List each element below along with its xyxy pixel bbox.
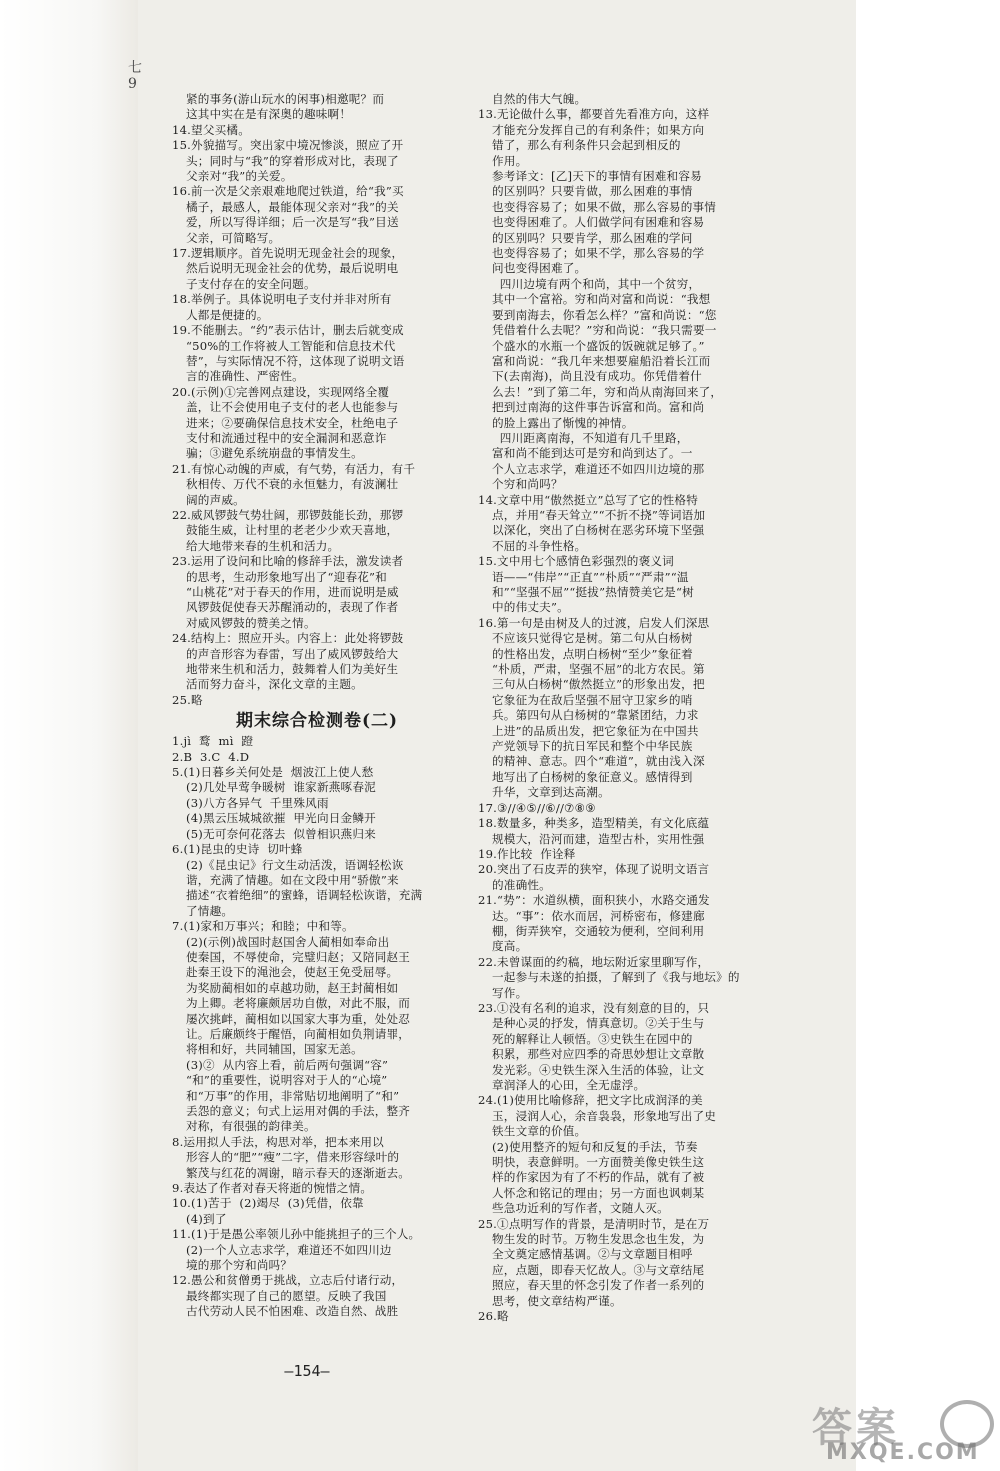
watermark-logo-text: 答案 bbox=[812, 1405, 900, 1451]
answer-line: 为奖励蔺相如的卓越功勋，赵王封蔺相如 bbox=[186, 980, 399, 995]
answer-line: 最终都实现了自己的愿望。反映了我国 bbox=[186, 1288, 387, 1303]
answer-line: 22.威风锣鼓气势壮阔，那锣鼓能长劲，那锣 bbox=[172, 507, 404, 522]
answer-line: 17.③//④⑤//⑥//⑦⑧⑨ bbox=[478, 800, 596, 815]
answer-line: 子支付存在的安全问题。 bbox=[186, 276, 316, 291]
answer-line: 11.(1)于是愚公率领儿孙中能挑担子的三个人。 bbox=[172, 1227, 421, 1242]
answer-line: 12.愚公和贫僧勇于挑战，立志后付诸行动， bbox=[172, 1273, 404, 1288]
answer-line: 22.未曾谋面的约稿，地坛附近家里聊写作， bbox=[478, 954, 710, 969]
answer-line: 应，点题，即春天忆故人。③与文章结尾 bbox=[492, 1262, 705, 1277]
answer-line: 20.突出了石皮弄的狭窄，体现了说明文语言 bbox=[478, 862, 710, 877]
scan-left-margin bbox=[0, 0, 138, 1471]
answer-line: 上进”的品质出发，把它象征为在中国共 bbox=[492, 723, 699, 738]
answer-line: 24.(1)使用比喻修辞，把文字比成润泽的美 bbox=[478, 1093, 703, 1108]
answer-line: 的声音形容为春雷，写出了威风锣鼓给大 bbox=[186, 646, 399, 661]
answer-line: (2)使用整齐的短句和反复的手法，节奏 bbox=[492, 1139, 698, 1154]
scan-right-margin bbox=[856, 0, 1000, 1471]
answer-line: (5)无可奈何花落去 似曾相识燕归来 bbox=[186, 826, 376, 841]
answer-line: 将相和好，共同辅国，国家无恙。 bbox=[186, 1042, 363, 1057]
answer-line: 问也变得困难了。 bbox=[492, 261, 587, 276]
answer-line: 父亲，可简略写。 bbox=[186, 230, 281, 245]
answer-line: 和“万事”的作用，非常贴切地阐明了“和” bbox=[186, 1088, 400, 1103]
answer-line: 也变得容易了；如果不做，那么容易的事情 bbox=[492, 199, 717, 214]
answer-line: 地带来生机和活力，鼓舞着人们为美好生 bbox=[186, 662, 399, 677]
answer-line: 紧的事务(游山玩水的闲事)相邀呢？而 bbox=[186, 92, 385, 106]
answer-line: 死的解释让人顿悟。③史铁生在园中的 bbox=[492, 1031, 693, 1046]
answer-line: 屡次挑衅，蔺相如以国家大事为重，处处忍 bbox=[186, 1011, 411, 1026]
answer-line: “50%的工作将被人工智能和信息技术代 bbox=[186, 338, 396, 353]
answer-line: “朴质，严肃，坚强不屈”的北方农民。第 bbox=[492, 662, 705, 677]
answer-line: 产党领导下的抗日军民和整个中华民族 bbox=[492, 739, 693, 754]
answer-line: 物生发的时节。万物生发思念也生发，为 bbox=[492, 1232, 705, 1247]
answer-line: 的脸上露出了惭愧的神情。 bbox=[492, 415, 634, 430]
answer-line: 14.文章中用“傲然挺立”总写了它的性格特 bbox=[478, 492, 698, 507]
watermark-url: MXQE.COM bbox=[826, 1440, 980, 1465]
site-watermark bbox=[800, 1396, 996, 1466]
answer-line: 繁茂与红花的凋谢，暗示春天的逐渐逝去。 bbox=[186, 1165, 411, 1180]
answer-line: 些急功近利的写作者，文随人灭。 bbox=[492, 1201, 669, 1216]
edge-marks bbox=[128, 60, 142, 92]
answer-line: 21.有惊心动魄的声威，有气势，有活力，有千 bbox=[172, 461, 416, 476]
section-title: 期末综合检测卷(二) bbox=[235, 711, 399, 732]
answer-line: 要到南海去，你看怎么样？”富和尚说：“您 bbox=[492, 307, 717, 322]
answer-line: 鼓能生威，让村里的老老少少欢天喜地， bbox=[186, 523, 399, 538]
answer-line: 父亲对“我”的关爱。 bbox=[186, 169, 293, 184]
answer-line: 替”，与实际情况不符，这体现了说明文语 bbox=[186, 353, 405, 368]
answer-line: 支付和流通过程中的安全漏洞和恶意诈 bbox=[186, 430, 387, 445]
answer-line: 四川边境有两个和尚，其中一个贫穷， bbox=[492, 276, 701, 291]
answer-line: 铁生文章的价值。 bbox=[492, 1124, 587, 1139]
answer-line: 写作。 bbox=[492, 985, 528, 1000]
answer-line: 活而努力奋斗，深化文章的主题。 bbox=[186, 677, 363, 692]
answer-line: (4)黑云压城城欲摧 甲光向日金鳞开 bbox=[186, 811, 376, 826]
answer-line: 度高。 bbox=[492, 939, 528, 954]
answer-line: 的区别吗？只要肯学，那么困难的学问 bbox=[492, 230, 693, 245]
answer-line: 照应，春天里的怀念引发了作者一系列的 bbox=[492, 1278, 705, 1293]
answer-line: (2)《昆虫记》行文生动活泼，语调轻松诙 bbox=[186, 857, 404, 872]
answer-line: (3)② 从内容上看，前后两句强调“容” bbox=[186, 1057, 389, 1072]
answer-line: 了情趣。 bbox=[186, 903, 234, 918]
answer-line: 中的伟丈夫”。 bbox=[492, 600, 569, 615]
answer-line: 人都是便捷的。 bbox=[186, 307, 269, 322]
answer-line: 9.表达了作者对春天将逝的惋惜之情。 bbox=[172, 1181, 373, 1196]
answer-line: 言的准确性、严密性。 bbox=[186, 369, 304, 384]
answer-line: 26.略 bbox=[478, 1309, 509, 1324]
answer-line: 个盛水的水瓶一个盛饭的饭碗就足够了。” bbox=[492, 338, 705, 353]
answer-line: 14.望父买橘。 bbox=[172, 122, 251, 137]
answer-line: 是种心灵的抒发，情真意切。②关于生与 bbox=[492, 1016, 705, 1031]
answer-line: 全文奠定感情基调。②与文章题目相呼 bbox=[492, 1247, 693, 1262]
answer-line: “山桃花”对于春天的作用，进而说明是威 bbox=[186, 585, 399, 599]
answer-line: 6.(1)昆虫的史诗 切叶蜂 bbox=[172, 842, 303, 857]
answer-line: (2)一个人立志求学，难道还不如四川边 bbox=[186, 1242, 392, 1257]
answer-line: 15.外貌描写。突出家中境况惨淡，照应了开 bbox=[172, 138, 404, 153]
answer-line: 25.略 bbox=[172, 692, 203, 707]
answer-line: 23.运用了设问和比喻的修辞手法，激发读者 bbox=[172, 554, 404, 569]
answer-line: 谐，充满了情趣。如在文段中用“骄傲”来 bbox=[186, 872, 399, 887]
answer-line: 自然的伟大气魄。 bbox=[492, 92, 587, 106]
answer-line: 对称，有很强的韵律美。 bbox=[186, 1119, 316, 1134]
answer-line: 也变得容易了；如果不学，那么容易的学 bbox=[492, 246, 705, 261]
answer-line: 它象征为在敌后坚强不屈守卫家乡的哨 bbox=[492, 692, 693, 707]
answer-line: 参考译文：[乙]天下的事情有困难和容易 bbox=[492, 169, 702, 184]
answer-line: 兵。第四句从白杨树的“靠紧团结，力求 bbox=[492, 708, 699, 723]
answer-line: 19.作比较 作诠释 bbox=[478, 846, 576, 861]
answer-line: 15.文中用七个感情色彩强烈的褒义词 bbox=[478, 554, 674, 569]
answer-line: 点，并用“春天耸立”“不折不挠”等词语加 bbox=[492, 507, 706, 522]
answer-line: (3)八方各异气 千里殊风雨 bbox=[186, 795, 329, 810]
answer-line: 四川距离南海，不知道有几千里路， bbox=[492, 430, 689, 445]
answer-line: 规模大，沿河而建，造型古朴，实用性强 bbox=[492, 831, 705, 846]
answer-line: 以深化，突出了白杨树在恶劣环境下坚强 bbox=[492, 523, 705, 538]
answer-line: 的区别吗？只要肯做，那么困难的事情 bbox=[492, 184, 693, 199]
answer-line: 古代劳动人民不怕困难、改造自然、战胜 bbox=[186, 1304, 399, 1319]
answer-line: 和”“坚强不屈”“挺拔”热情赞美它是“树 bbox=[492, 585, 694, 599]
answer-line: 章润泽人的心田，全无虚浮。 bbox=[492, 1078, 646, 1092]
answer-line: 8.运用拟人手法，构思对举，把本来用以 bbox=[172, 1134, 384, 1149]
answer-line: 富和尚不能到达可是穷和尚到达了。一 bbox=[492, 446, 693, 461]
answer-line: 25.①点明写作的背景，是清明时节，是在万 bbox=[478, 1216, 710, 1231]
answer-line: 明快，表意鲜明。一方面赞美像史铁生这 bbox=[492, 1155, 705, 1170]
page-number: —154— bbox=[284, 1362, 330, 1380]
answer-line: (2)(示例)战国时赵国舍人蔺相如奉命出 bbox=[186, 934, 390, 949]
answer-line: 棚，街弄狭窄，交通较为便利，空间利用 bbox=[492, 923, 705, 938]
answer-line: 个穷和尚吗？ bbox=[492, 477, 563, 492]
answer-line: 然后说明无现金社会的优势，最后说明电 bbox=[186, 261, 399, 276]
answer-line: 盖，让不会使用电子支付的老人也能参与 bbox=[186, 400, 399, 415]
answer-line: 为上卿。老将廉颇居功自傲，对此不服，而 bbox=[186, 996, 411, 1011]
answer-line: 的性格出发，点明白杨树“至少”象征着 bbox=[492, 646, 693, 661]
answer-line: 21.“势”：水道纵横，面积狭小，水路交通发 bbox=[478, 893, 710, 908]
answer-line: 下(去南海)，尚且没有成功。你凭借着什 bbox=[492, 369, 702, 384]
answer-line: 语——“伟岸”“正直”“朴质”“严肃”“温 bbox=[492, 569, 689, 584]
answer-line: 描述“衣着绝细”的蜜蜂，语调轻松诙谐，充满 bbox=[186, 888, 423, 903]
answer-line: 不应该只觉得它是树。第二句从白杨树 bbox=[492, 631, 693, 646]
answer-line: 23.①没有名利的追求，没有刻意的目的，只 bbox=[478, 1000, 710, 1015]
answer-line: 头；同时与“我”的穿着形成对比，表现了 bbox=[186, 153, 399, 168]
answer-line: 5.(1)日暮乡关何处是 烟波江上使人愁 bbox=[172, 765, 374, 780]
answer-line: 使秦国，不辱使命，完璧归赵；又陪同赵王 bbox=[186, 949, 411, 964]
answer-line: 16.前一次是父亲艰难地爬过铁道，给“我”买 bbox=[172, 184, 404, 199]
answer-line: 16.第一句是由树及人的过渡，启发人们深思 bbox=[478, 615, 710, 630]
answer-line: 错了，那么有利条件只会起到相反的 bbox=[492, 138, 681, 153]
answer-line: 10.(1)苦于 (2)竭尽 (3)凭借，依靠 bbox=[172, 1196, 364, 1211]
answer-line: 发光彩。④史铁生深入生活的体验，让文 bbox=[492, 1062, 705, 1077]
answer-line: 凭借着什么去呢？”穷和尚说：“我只需要一 bbox=[492, 323, 717, 338]
answer-line: 作用。 bbox=[492, 153, 528, 168]
answer-line: 样的作家因为有了不朽的作品，就有了被 bbox=[492, 1170, 705, 1185]
answer-line: 富和尚说：“我几年来想要雇船沿着长江而 bbox=[492, 353, 711, 368]
answer-line: 17.逻辑顺序。首先说明无现金社会的现象， bbox=[172, 246, 404, 261]
answer-line: 1.jì 鹜 mì 蹬 bbox=[172, 734, 254, 749]
answer-line: 也变得困难了。人们做学问有困难和容易 bbox=[492, 215, 705, 230]
answer-line: 的思考，生动形象地写出了“迎春花”和 bbox=[186, 569, 387, 584]
answer-line: 丢怨的意义；句式上运用对偶的手法，整齐 bbox=[186, 1104, 411, 1118]
answer-line: 其中一个富裕。穷和尚对富和尚说：“我想 bbox=[492, 292, 711, 307]
answer-line: 19.不能删去。“约”表示估计，删去后就变成 bbox=[172, 323, 404, 338]
answer-line: 24.结构上：照应开头。内容上：此处将锣鼓 bbox=[172, 631, 404, 646]
answer-line: 爱，所以写得详细；后一次是写“我”目送 bbox=[186, 215, 399, 230]
answer-line: 玉，浸润人心，余音袅袅，形象地写出了史 bbox=[492, 1108, 717, 1123]
answer-line: 阔的声威。 bbox=[186, 492, 245, 507]
answer-line: 个人立志求学，难道还不如四川边境的那 bbox=[492, 461, 705, 476]
answer-line: 13.无论做什么事，都要首先看准方向，这样 bbox=[478, 107, 710, 122]
answer-line: “和”的重要性，说明容对于人的“心境” bbox=[186, 1073, 388, 1088]
answer-line: 让。后廉颇终于醒悟，向蔺相如负荆请罪， bbox=[186, 1026, 411, 1041]
answer-line: 这其中实在是有深奥的趣味啊！ bbox=[186, 107, 352, 122]
answer-line: 思考，使文章结构严谨。 bbox=[492, 1293, 622, 1308]
answer-line: 地写出了白杨树的象征意义。感情得到 bbox=[492, 769, 693, 784]
answer-line: 不屈的斗争性格。 bbox=[492, 538, 587, 553]
answer-line: 进来；②要确保信息技术安全，杜绝电子 bbox=[186, 415, 399, 430]
answer-column-right bbox=[478, 92, 764, 1325]
answer-line: 对威风锣鼓的赞美之情。 bbox=[186, 615, 316, 630]
answer-line: 20.(示例)①完善网点建设，实现网络全覆 bbox=[172, 384, 390, 399]
answer-line: 升华，文章到达高潮。 bbox=[492, 785, 610, 800]
answer-line: 的精神、意志。四个“难道”，就由浅入深 bbox=[492, 754, 705, 769]
answer-line: 达。“事”：依水而居，河桥密布，修建廊 bbox=[492, 908, 705, 923]
answer-line: 才能充分发挥自己的有利条件；如果方向 bbox=[492, 122, 705, 137]
answer-line: 的准确性。 bbox=[492, 877, 551, 892]
answer-line: 境的那个穷和尚吗？ bbox=[186, 1258, 293, 1273]
answer-line: 7.(1)家和万事兴；和睦；中和等。 bbox=[172, 919, 354, 934]
answer-line: 秋相传、万代不衰的永恒魅力，有波澜壮 bbox=[186, 477, 399, 492]
answer-line: 一起参与未遂的拍摄，了解到了《我与地坛》的 bbox=[492, 970, 740, 985]
answer-line: 人怀念和铭记的理由；另一方面也讽刺某 bbox=[492, 1185, 705, 1200]
answer-column-left bbox=[172, 92, 462, 1320]
answer-line: 积累，那些对应四季的奇思妙想让文章散 bbox=[492, 1047, 705, 1062]
answer-line: 把到过南海的这件事告诉富和尚。富和尚 bbox=[492, 400, 705, 415]
answer-line: 给大地带来春的生机和活力。 bbox=[186, 538, 340, 553]
answer-line: 么去！”到了第二年，穷和尚从南海回来了， bbox=[492, 384, 723, 399]
answer-line: 18.举例子。具体说明电子支付并非对所有 bbox=[172, 292, 392, 307]
answer-line: 三句从白杨树“傲然挺立”的形象出发，把 bbox=[492, 677, 705, 692]
answer-line: 风锣鼓促使春天苏醒涌动的，表现了作者 bbox=[186, 600, 399, 615]
answer-line: 形容人的“肥”“瘦”二字，借来形容绿叶的 bbox=[186, 1150, 400, 1165]
answer-line: 2.B 3.C 4.D bbox=[172, 749, 250, 764]
answer-line: (4)到了 bbox=[186, 1211, 227, 1226]
answer-line: 骗；③避免系统崩盘的事情发生。 bbox=[186, 446, 363, 461]
edge-mark-text: 七 9 bbox=[128, 60, 142, 92]
answer-line: 18.数量多，种类多，造型精美，有文化底蕴 bbox=[478, 816, 710, 831]
answer-line: 赴秦王设下的渑池会，使赵王免受屈辱。 bbox=[186, 965, 399, 980]
answer-line: 橘子，最感人，最能体现父亲对“我”的关 bbox=[186, 199, 399, 214]
answer-line: (2)几处早莺争暖树 谁家新燕啄春泥 bbox=[186, 780, 376, 795]
